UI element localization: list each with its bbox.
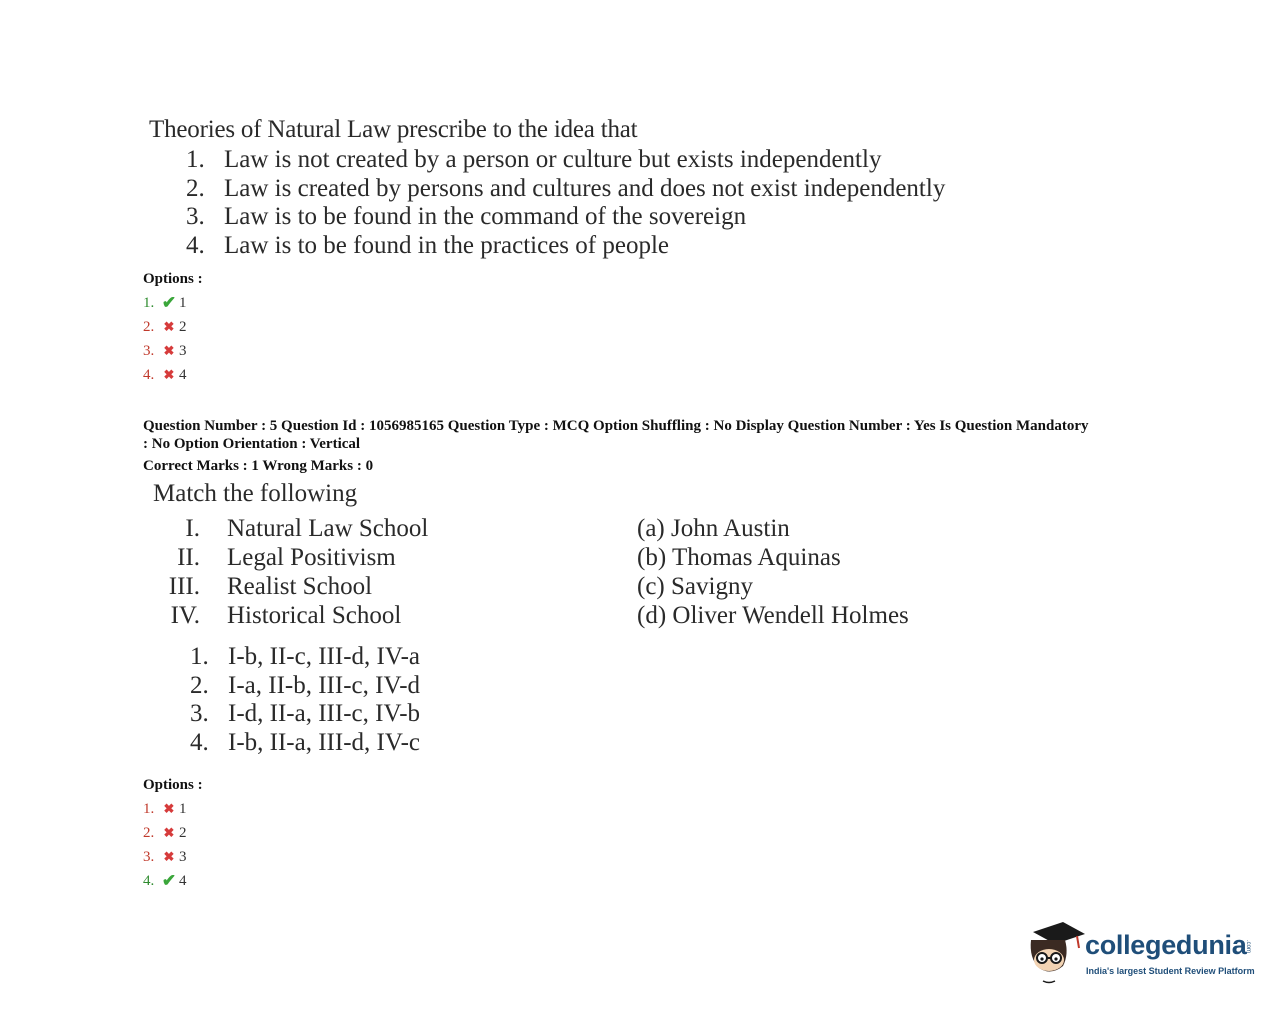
question-4-stem: Theories of Natural Law prescribe to the idea that <box>149 116 638 143</box>
option-value: 2 <box>179 824 187 841</box>
question-5-meta-line-1: Question Number : 5 Question Id : 1056985165 Question Type : MCQ Option Shuffling : No Display Question Number : Yes Is Question Mandatory <box>143 418 1089 434</box>
answer-text: I-b, II-a, III-d, IV-c <box>228 729 421 757</box>
option-number: 4. <box>143 872 155 889</box>
option-row <box>143 869 187 893</box>
option-row <box>143 821 187 845</box>
option-value: 4 <box>179 366 187 383</box>
answer-row <box>190 672 420 701</box>
option-value: 2 <box>179 318 187 335</box>
roman-numeral: IV. <box>170 602 200 629</box>
option-number: 1. <box>143 294 155 311</box>
question-5-meta-line-2: : No Option Orientation : Vertical <box>143 436 361 452</box>
answer-number: 2. <box>190 671 209 699</box>
question-5-title: Match the following <box>153 480 358 507</box>
question-4-statements <box>186 146 945 261</box>
roman-numeral: III. <box>168 573 200 600</box>
mascot-graduation-cap-icon <box>1025 918 1087 988</box>
question-5-options <box>143 797 187 893</box>
statement-number: 1. <box>186 146 205 173</box>
cross-icon: ✖ <box>163 849 175 864</box>
option-number: 1. <box>143 800 155 817</box>
match-left-row <box>160 602 428 631</box>
match-right-row: (d) Oliver Wendell Holmes <box>637 602 909 629</box>
logo-suffix: .com <box>1245 940 1251 954</box>
statement-row <box>186 232 945 261</box>
collegedunia-logo <box>1025 918 1255 988</box>
answer-text: I-a, II-b, III-c, IV-d <box>228 671 421 699</box>
logo-wordmark: collegedunia <box>1085 930 1247 960</box>
option-row <box>143 339 187 363</box>
answer-text: I-b, II-c, III-d, IV-a <box>228 643 421 670</box>
question-4-options <box>143 291 187 387</box>
school-name: Historical School <box>227 602 402 629</box>
option-value: 1 <box>179 294 187 311</box>
option-row <box>143 363 187 387</box>
statement-text: Law is not created by a person or culture but exists independently <box>224 146 882 173</box>
school-name: Natural Law School <box>227 515 429 542</box>
statement-number: 3. <box>186 203 205 231</box>
answer-number: 4. <box>190 729 209 757</box>
statement-text: Law is created by persons and cultures and does not exist independently <box>224 174 946 202</box>
option-row <box>143 291 187 315</box>
option-number: 2. <box>143 318 155 335</box>
option-row <box>143 315 187 339</box>
statement-row <box>186 203 945 232</box>
option-number: 4. <box>143 366 155 383</box>
statement-row <box>186 146 945 175</box>
question-5-marks: Correct Marks : 1 Wrong Marks : 0 <box>143 458 374 474</box>
cross-icon: ✖ <box>163 801 175 816</box>
cross-icon: ✖ <box>163 825 175 840</box>
question-4-options-heading: Options : <box>143 271 203 287</box>
option-value: 1 <box>179 800 187 817</box>
match-left-row <box>160 544 428 573</box>
answer-row <box>190 643 420 672</box>
option-value: 4 <box>179 872 187 889</box>
match-right-row: (c) Savigny <box>637 573 753 600</box>
match-left-row <box>160 515 428 544</box>
statement-number: 2. <box>186 174 205 202</box>
school-name: Legal Positivism <box>227 544 396 571</box>
statement-row <box>186 175 945 204</box>
roman-numeral: II. <box>177 544 200 571</box>
option-number: 3. <box>143 342 155 359</box>
statement-text: Law is to be found in the practices of people <box>224 232 669 260</box>
match-right-row: (a) John Austin <box>637 515 790 542</box>
school-name: Realist School <box>227 573 373 600</box>
match-left-row <box>160 573 428 602</box>
cross-icon: ✖ <box>163 367 175 382</box>
check-icon: ✔ <box>161 871 177 890</box>
cross-icon: ✖ <box>163 319 175 334</box>
option-row <box>143 845 187 869</box>
statement-text: Law is to be found in the command of the sovereign <box>224 203 747 231</box>
option-number: 3. <box>143 848 155 865</box>
check-icon: ✔ <box>161 293 177 312</box>
match-right-column <box>637 515 909 631</box>
match-right-row: (b) Thomas Aquinas <box>637 544 841 571</box>
option-value: 3 <box>179 342 187 359</box>
question-5-options-heading: Options : <box>143 777 203 793</box>
answer-row <box>190 700 420 729</box>
option-number: 2. <box>143 824 155 841</box>
answer-row <box>190 729 420 758</box>
logo-tagline: India's largest Student Review Platform <box>1086 966 1255 976</box>
roman-numeral: I. <box>185 515 200 542</box>
option-value: 3 <box>179 848 187 865</box>
question-5-answer-choices <box>190 643 420 758</box>
answer-number: 3. <box>190 700 209 728</box>
match-left-column <box>160 515 428 631</box>
option-row <box>143 797 187 821</box>
answer-number: 1. <box>190 643 209 670</box>
statement-number: 4. <box>186 232 205 260</box>
cross-icon: ✖ <box>163 343 175 358</box>
answer-text: I-d, II-a, III-c, IV-b <box>228 700 421 728</box>
